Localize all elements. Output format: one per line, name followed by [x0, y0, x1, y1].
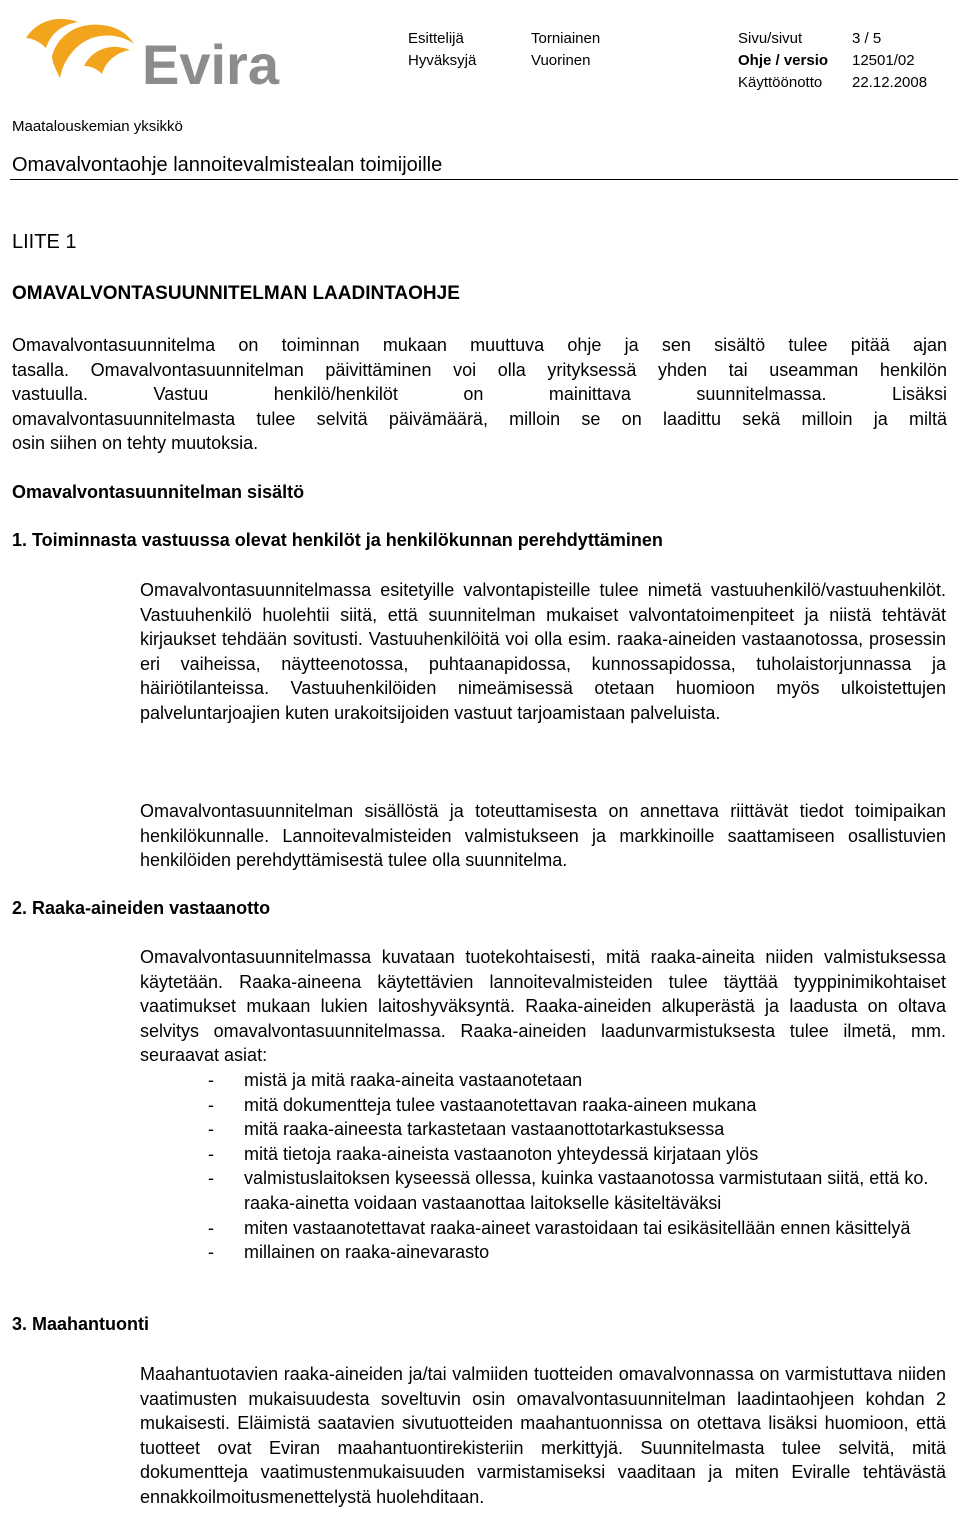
section-2-paragraph: Omavalvontasuunnitelmassa kuvataan tuotekohtaisesti, mitä raaka-aineita niiden valmistuksessa käytetään. Raaka-aineena käytettävien lannoitevalmisteiden tulee täyttää tyyppinimikohtaiset vaatimukset mukaan lukien laitoshyväksyntä. Raaka-aineiden alkuperästä ja laadusta on oltava selvitys omavalvontasuunnitelmassa. Raaka-aineiden laadunvarmistuksesta tulee ilmetä, mm. seuraavat asiat:	[140, 947, 946, 1066]
section-3-heading: 3. Maahantuonti	[12, 1314, 150, 1334]
evira-logo	[22, 8, 282, 90]
list-item: - millainen on raaka-ainevarasto	[208, 1242, 490, 1263]
main-title: OMAVALVONTASUUNNITELMAN LAADINTAOHJE	[12, 283, 460, 304]
list-item: - mitä tietoja raaka-aineista vastaanoton yhteydessä kirjataan ylös	[208, 1143, 759, 1164]
document-title: Omavalvontaohje lannoitevalmistealan toimijoille	[12, 154, 443, 176]
section-2-heading: 2. Raaka-aineiden vastaanotto	[12, 898, 271, 918]
list-item: - mitä dokumentteja tulee vastaanotettavan raaka-aineen mukana	[208, 1094, 757, 1115]
list-item: - mitä raaka-aineesta tarkastetaan vastaanottotarkastuksessa	[208, 1119, 725, 1140]
effective-date-label: Käyttöönotto	[738, 74, 823, 91]
effective-date-value: 22.12.2008	[852, 74, 928, 91]
contents-heading: Omavalvontasuunnitelman sisältö	[12, 482, 305, 502]
approver-value: Vuorinen	[531, 52, 591, 69]
pages-value: 3 / 5	[852, 30, 882, 47]
section-3-paragraph: Maahantuotavien raaka-aineiden ja/tai valmiiden tuotteiden omavalvonnassa on varmistuttava niiden vaatimusten mukaisuudesta soveltuvin osin omavalvontasuunnitelman laadintaohjeen kohdan 2 mukaisesti. Eläimistä saatavien sivutuotteiden maahantuonnissa on otettava lisäksi huomioon, että tuotteet ovat Eviran maahantuontirekisteriin merkittyjä. Suunnitelmasta tulee selvitä, mitä dokumentteja vaatimustenmukaisuuden varmistamiseksi vaaditaan ja miten Eviralle tehtävästä ennakkoilmoitusmenettelystä huolehditaan.	[140, 1364, 946, 1507]
section-2-list	[140, 1068, 946, 1265]
section-1-heading: 1. Toiminnasta vastuussa olevat henkilöt ja henkilökunnan perehdyttäminen	[12, 530, 663, 550]
section-1-paragraph-1: Omavalvontasuunnitelmassa esitetyille valvontapisteille tulee nimetä vastuuhenkilö/vastuuhenkilöt. Vastuuhenkilö huolehtii siitä, että suunnitelman mukaiset valvontatoimenpiteet ja niistä tehtävät kirjaukset tehdään sovitusti. Vastuuhenkilöitä voi olla esim. raaka-aineiden vastaanotossa, prosessin eri vaiheissa, näytteenotossa, puhtaanapidossa, kunnossapidossa, tuholaistorjunnassa ja häiriötilanteissa. Vastuuhenkilöiden nimeämisessä otetaan huomioon myös ulkoistettujen palveluntarjoajien kuten urakoitsijoiden vastuut tarjoamistaan palveluista.	[140, 580, 946, 723]
list-item: - miten vastaanotettavat raaka-aineet varastoidaan tai esikäsitellään ennen käsittelyä	[208, 1217, 911, 1238]
version-label: Ohje / versio	[738, 52, 829, 69]
author-label: Esittelijä	[408, 30, 464, 47]
evira-wordmark: Evira	[142, 33, 279, 90]
appendix-label: LIITE 1	[12, 231, 77, 253]
section-1-paragraph-2: Omavalvontasuunnitelman sisällöstä ja toteuttamisesta on annettava riittävät tiedot toimipaikan henkilökunnalle. Lannoitevalmisteiden valmistukseen ja markkinoille saattamiseen osallistuvien henkilöiden perehdyttämisestä tulee olla suunnitelma.	[140, 801, 946, 871]
pages-label: Sivu/sivut	[738, 30, 803, 47]
evira-leaf-icon	[26, 19, 134, 78]
intro-paragraph: Omavalvontasuunnitelma on toiminnan mukaan muuttuva ohje ja sen sisältö tulee pitää ajan tasalla. Omavalvontasuunnitelman päivittäminen voi olla yrityksessä yhden tai useamman henkilön vastuulla. Vastuu henkilö/henkilöt on mainittava suunnitelmassa. Lisäksi omavalvontasuunnitelmasta tulee selvitä päivämäärä, milloin se on laadittu sekä milloin ja miltä osin siihen on tehty muutoksia.	[12, 335, 947, 454]
list-item: - mistä ja mitä raaka-aineita vastaanotetaan	[208, 1070, 583, 1090]
approver-label: Hyväksyjä	[408, 52, 477, 69]
unit-name: Maatalouskemian yksikkö	[12, 118, 183, 135]
list-item: - valmistuslaitoksen kyseessä ollessa, kuinka vastaanotossa varmistutaan siitä, että ko. raaka-ainetta voidaan vastaanottaa laitokselle käsiteltäväksi	[208, 1168, 929, 1213]
version-value: 12501/02	[852, 52, 915, 69]
header-divider	[10, 179, 958, 180]
author-value: Torniainen	[531, 30, 601, 47]
